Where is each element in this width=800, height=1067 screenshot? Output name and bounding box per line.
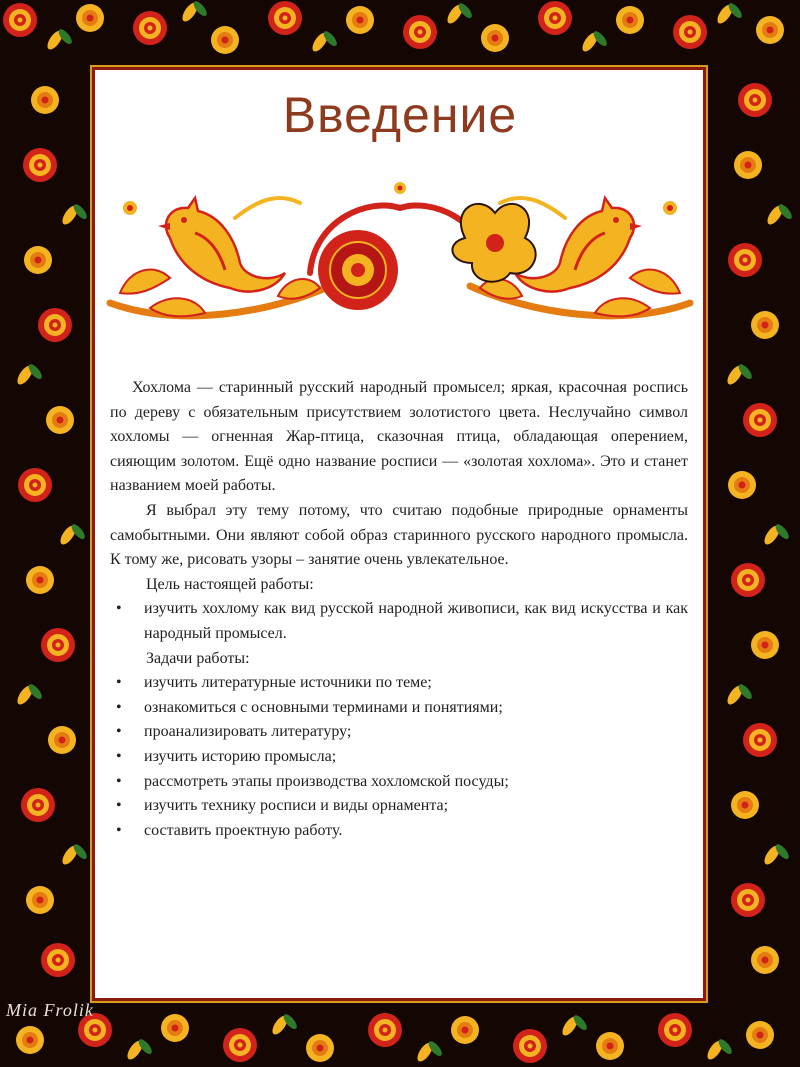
page-title: Введение	[282, 87, 518, 143]
tasks-heading: Задачи работы:	[146, 649, 250, 667]
list-item: • составить проектную работу.	[110, 819, 688, 844]
list-item: • изучить технику росписи и виды орнамента;	[110, 794, 688, 819]
paragraph: Хохлома — старинный русский народный промысел; яркая, красочная роспись по дереву с обязательным присутствием золотистого цвета. Неслучайно символ хохломы — огненная Жар-птица, сказочная птица, обладающая оперением, сияющим золотом. Ещё одно название росписи — «золотая хохлома». Это и станет названием моей работы.	[110, 379, 688, 495]
firebird-left	[158, 198, 285, 292]
signature-watermark: Mia Frolik	[6, 1000, 94, 1020]
firebird-right	[515, 198, 642, 292]
goal-heading: Цель настоящей работы:	[146, 575, 314, 593]
list-item: • изучить историю промысла;	[110, 745, 688, 770]
list-item: • ознакомиться с основными терминами и понятиями;	[110, 696, 688, 721]
tasks-list	[110, 671, 688, 843]
paragraph: Я выбрал эту тему потому, что считаю подобные природные орнаменты самобытными. Они являют собой образ старинного русского народного промысла. К тому же, рисовать узоры – занятие очень увлекательное.	[110, 501, 688, 569]
golden-flower	[452, 204, 535, 282]
list-item: • проанализировать литературу;	[110, 720, 688, 745]
intro-text	[110, 376, 688, 843]
list-item: • рассмотреть этапы производства хохломской посуды;	[110, 770, 688, 795]
red-flower	[318, 230, 398, 310]
list-item: • изучить хохлому как вид русской народной живописи, как вид искусства и как народный промысел.	[110, 597, 688, 646]
firebird-ornament	[100, 178, 700, 338]
goal-list	[110, 597, 688, 646]
list-item: • изучить литературные источники по теме;	[110, 671, 688, 696]
